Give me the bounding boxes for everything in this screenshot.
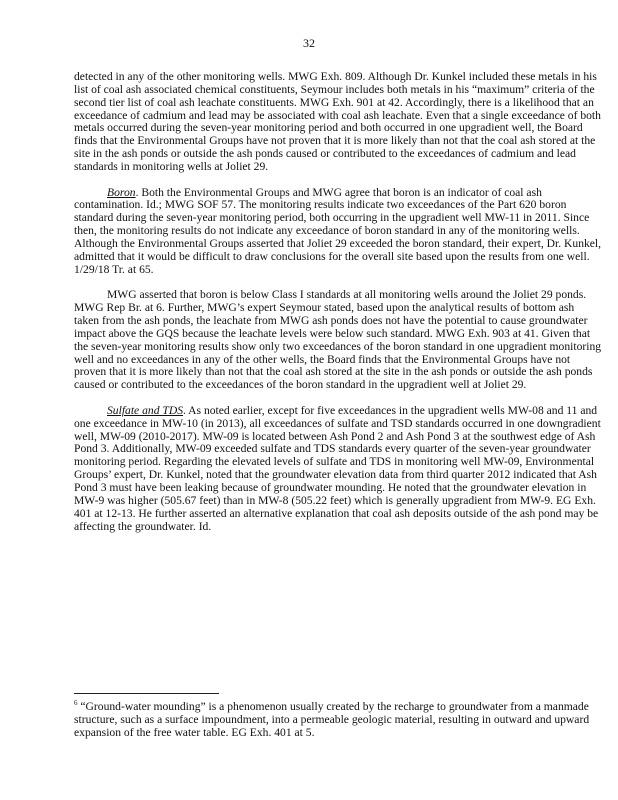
footnote-text: “Ground-water mounding” is a phenomenon usually created by the recharge to groundwater from a manmade structure, such as a surface impoundment, into a permeable geologic material, resulting in outward and upward expansion of the free water table. EG Exh. 401 at 5. [74,700,590,739]
paragraph-boron [74,187,602,277]
section-heading-sulfate-tds: Sulfate and TDS [107,403,184,417]
paragraph-text: detected in any of the other monitoring wells. MWG Exh. 809. Although Dr. Kunkel included these metals in his list of coal ash associated chemical constituents, Seymour includes both metals in his “maximum” criteria of the second tier list of coal ash leachate constituents. MWG Exh. 901 at 42. Accordingly, there is a likelihood that an exceedance of cadmium and lead may be associated with coal ash leachate. Even that a single exceedance of both metals occurred during the seven-year monitoring period and both occurred in one upgradient well, the Board finds that the Environmental Groups have not proven that it is more likely than not that the coal ash stored at the site in the ash ponds or outside the ash ponds caused or contributed to the exceedances of cadmium and lead standards in monitoring wells at Joliet 29. [74,70,601,173]
paragraph-text: . As noted earlier, except for five exceedances in the upgradient wells MW-08 and 11 and one exceedance in MW-10 (in 2013), all exceedances of sulfate and TSD standards occurred in one downgradient well, MW-09 (2010-2017). MW-09 is located between Ash Pond 2 and Ash Pond 3 at the southwest edge of Ash Pond 3. Additionally, MW-09 exceeded sulfate and TDS standards every quarter of the seven-year groundwater monitoring period. Regarding the elevated levels of sulfate and TDS in monitoring well MW-09, Environmental Groups’ expert, Dr. Kunkel, noted that the groundwater elevation data from third quarter 2012 indicated that Ash Pond 3 must have been leaking because of groundwater mounding. He noted that the groundwater elevation in MW-9 was higher (505.67 feet) than in MW-8 (505.22 feet) which is generally upgradient from MW-9. EG Exh. 401 at 12-13. He further asserted an alternative explanation that coal ash deposits outside of the ash pond may be affecting the groundwater. Id. [74,403,601,533]
paragraph-mwg-boron [74,289,602,392]
document-body [74,71,602,546]
paragraph-text: . Both the Environmental Groups and MWG agree that boron is an indicator of coal ash contamination. Id.; MWG SOF 57. The monitoring results indicate two exceedances of the Part 620 boron standard during the seven-year monitoring period, both occurring in the upgradient well MW-11 in 2011. Since then, the monitoring results do not indicate any exceedance of boron standard in any of the monitoring wells. Although the Environmental Groups asserted that Joliet 29 exceeded the boron standard, their expert, Dr. Kunkel, admitted that it would be difficult to draw conclusions for the overall site based upon the results from one well. 1/29/18 Tr. at 65. [74,185,602,276]
footnote [74,701,602,740]
footnote-divider [74,693,219,694]
page-number: 32 [303,36,315,50]
footnote-marker: 6 [74,699,78,708]
paragraph-sulfate-tds [74,405,602,533]
paragraph-cadmium-lead [74,71,602,174]
paragraph-text: MWG asserted that boron is below Class I standards at all monitoring wells around the Joliet 29 ponds. MWG Rep Br. at 6. Further, MWG’s expert Seymour stated, based upon the analytical results of bottom ash taken from the ash ponds, the leachate from MWG ash ponds does not have the potential to cause groundwater impact above the GQS because the leachate levels were below such standard. MWG Exh. 903 at 41. Given that the seven-year monitoring results show only two exceedances of the boron standard in one upgradient monitoring well and no exceedances in any of the other wells, the Board finds that the Environmental Groups have not proven that it is more likely than not that the coal ash stored at the site in the ash ponds or outside the ash ponds caused or contributed to the exceedances of the boron standard in the upgradient well at Joliet 29. [74,288,602,392]
section-heading-boron: Boron [107,185,136,199]
